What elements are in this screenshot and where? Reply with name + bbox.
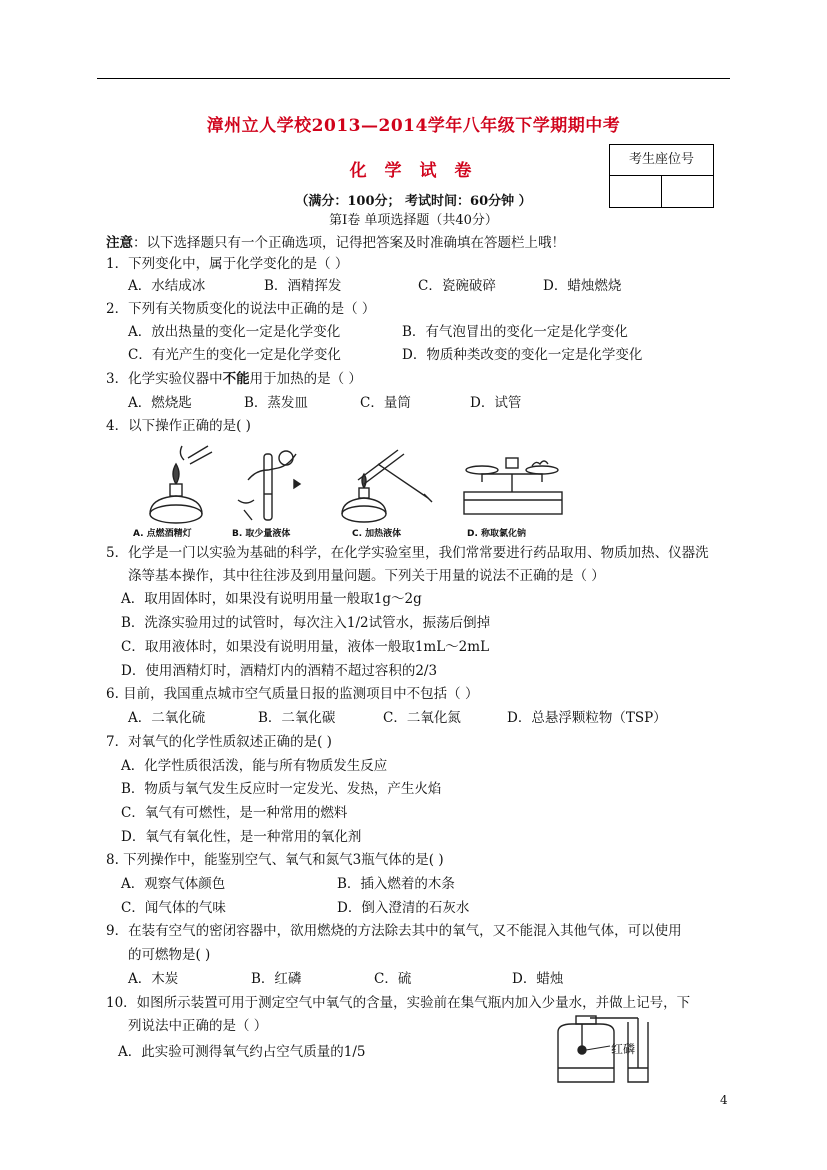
page-subtitle: 化 学 试 卷	[349, 161, 478, 181]
q7-option-c: C．氧气有可燃性，是一种常用的燃料	[121, 805, 348, 821]
q9-option-c: C．硫	[374, 971, 412, 987]
q6-option-a: A．二氧化硫	[128, 710, 206, 726]
q10-option-a: A．此实验可测得氧气约占空气质量的1/5	[118, 1044, 366, 1060]
q1-stem: 1．下列变化中，属于化学变化的是（ ）	[106, 256, 349, 272]
q10-stem-line-1: 10．如图所示装置可用于测定空气中氧气的含量，实验前在集气瓶内加入少量水，并做上记号，下	[106, 995, 691, 1011]
q9-stem-line-1: 9．在装有空气的密闭容器中，欲用燃烧的方法除去其中的氧气，又不能混入其他气体，可以使用	[106, 923, 682, 939]
notice-label: 注意	[106, 235, 133, 251]
q8-stem: 8. 下列操作中，能鉴别空气、氧气和氮气3瓶气体的是( )	[106, 852, 444, 868]
q6-option-c: C．二氧化氮	[383, 710, 461, 726]
q8-option-c: C．闻气体的气味	[121, 900, 226, 916]
q3-option-a: A．燃烧匙	[128, 395, 192, 411]
q4-caption-b: B. 取少量液体	[232, 529, 291, 539]
q7-option-b: B．物质与氧气发生反应时一定发光、发热，产生火焰	[121, 781, 442, 797]
q6-stem: 6. 目前，我国重点城市空气质量日报的监测项目中不包括（ ）	[106, 686, 479, 702]
q3-stem-pre: 3．化学实验仪器中	[106, 371, 223, 387]
q6-option-d: D．总悬浮颗粒物（TSP）	[507, 710, 667, 726]
q8-option-d: D．倒入澄清的石灰水	[337, 900, 470, 916]
test-tube-heating-icon	[342, 450, 432, 522]
q3-stem	[106, 370, 362, 388]
top-rule	[97, 78, 730, 79]
q2-option-c: C．有光产生的变化一定是化学变化	[128, 347, 341, 363]
q9-option-b: B．红磷	[251, 971, 302, 987]
q9-option-d: D．蜡烛	[512, 971, 564, 987]
q1-option-a: A．水结成冰	[128, 278, 206, 294]
q5-stem-line-2: 涤等基本操作，其中往往涉及到用量问题。下列关于用量的说法不正确的是（ ）	[128, 568, 605, 584]
q2-option-d: D．物质种类改变的变化一定是化学变化	[402, 347, 643, 363]
q3-option-b: B．蒸发皿	[244, 395, 308, 411]
q6-option-b: B．二氧化碳	[258, 710, 336, 726]
seat-number-label: 考生座位号	[610, 145, 713, 176]
q4-stem: 4．以下操作正确的是( )	[106, 418, 251, 434]
q5-option-a: A．取用固体时，如果没有说明用量一般取1g～2g	[121, 591, 422, 607]
q2-option-a: A．放出热量的变化一定是化学变化	[128, 324, 341, 340]
section-heading: 第Ⅰ卷 单项选择题（共40分）	[329, 213, 498, 228]
q3-stem-bold: 不能	[222, 371, 250, 387]
balance-scale-icon	[464, 458, 562, 514]
page-number: 4	[720, 1093, 728, 1107]
q8-option-a: A．观察气体颜色	[121, 876, 226, 892]
q4-caption-d: D. 称取氯化钠	[467, 529, 527, 539]
q5-stem-line-1: 5．化学是一门以实验为基础的科学，在化学实验室里，我们常常要进行药品取用、物质加热、仪器洗	[106, 545, 709, 561]
q1-option-d: D．蜡烛燃烧	[543, 278, 622, 294]
q2-stem: 2．下列有关物质变化的说法中正确的是（ ）	[106, 301, 376, 317]
q1-option-c: C．瓷碗破碎	[418, 278, 496, 294]
q9-stem-line-2: 的可燃物是( )	[128, 947, 211, 963]
q7-stem: 7．对氧气的化学性质叙述正确的是( )	[106, 734, 332, 750]
q10-stem-line-2: 列说法中正确的是（ ）	[128, 1018, 268, 1034]
dropper-icon	[238, 451, 300, 520]
q1-option-b: B．酒精挥发	[264, 278, 342, 294]
q3-stem-post: 用于加热的是（ ）	[249, 371, 362, 387]
exam-info: （满分：100分； 考试时间：60分钟 ）	[295, 194, 532, 209]
q4-caption-c: C. 加热液体	[352, 529, 402, 539]
q5-option-b: B．洗涤实验用过的试管时，每次注入1/2试管水，振荡后倒掉	[121, 615, 491, 631]
q8-option-b: B．插入燃着的木条	[337, 876, 455, 892]
q7-option-d: D．氧气有氧化性，是一种常用的氧化剂	[121, 829, 362, 845]
alcohol-lamp-icon	[150, 446, 212, 523]
q5-option-c: C．取用液体时，如果没有说明用量，液体一般取1mL～2mL	[121, 639, 490, 655]
q4-figure	[128, 440, 568, 540]
notice	[106, 234, 565, 252]
q4-caption-a: A. 点燃酒精灯	[133, 529, 192, 539]
q10-figure-label: 红磷	[611, 1042, 636, 1056]
q7-option-a: A．化学性质很活泼，能与所有物质发生反应	[121, 758, 388, 774]
q2-option-b: B．有气泡冒出的变化一定是化学变化	[402, 324, 628, 340]
q3-option-c: C．量筒	[360, 395, 411, 411]
notice-text: ：以下选择题只有一个正确选项，记得把答案及时准确填在答题栏上哦！	[133, 235, 565, 251]
q9-option-a: A．木炭	[128, 971, 179, 987]
page-title: 漳州立人学校2013—2014学年八年级下学期期中考	[206, 116, 621, 136]
q5-option-d: D．使用酒精灯时，酒精灯内的酒精不超过容积的2/3	[121, 663, 438, 679]
q3-option-d: D．试管	[470, 395, 522, 411]
